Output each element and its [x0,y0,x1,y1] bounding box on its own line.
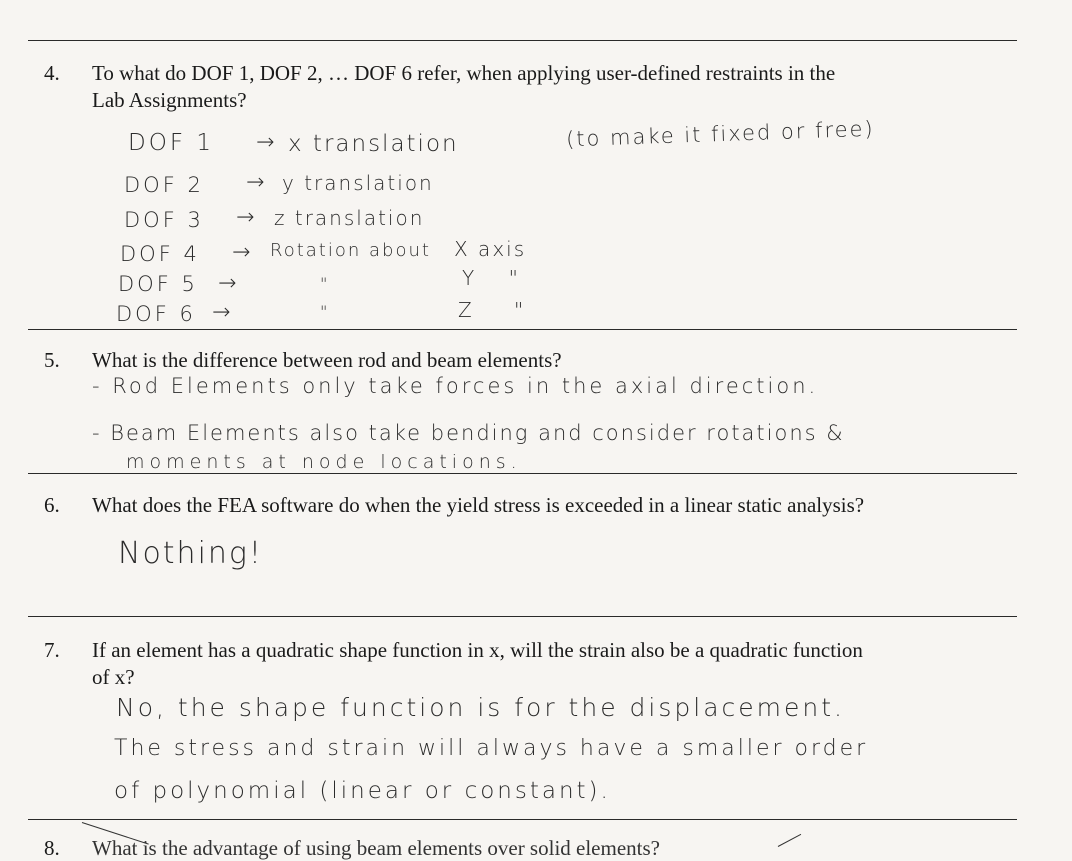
dof-label: DOF 1 [128,130,214,156]
question-7-number: 7. [44,638,60,662]
check-mark [778,834,801,847]
question-5-answer-rod: - Rod Elements only take forces in the axial direction. [92,374,819,398]
ditto-mark: " [320,274,330,293]
dof-description: y translation [282,171,434,195]
question-7-text [92,637,1022,691]
dof-description: x translation [288,131,459,157]
dof-axis: Y " [462,266,532,290]
question-7-line1: If an element has a quadratic shape function in x, will the strain also be a quadratic function [92,638,863,662]
question-6-number: 6. [44,493,60,517]
divider-top [28,40,1017,41]
question-7-answer-line2: The stress and strain will always have a smaller order [114,736,869,761]
question-5-answer-beam: - Beam Elements also take bending and consider rotations & [92,421,845,445]
arrow-icon: → [232,240,253,265]
question-6-answer: Nothing! [118,536,263,571]
question-7-line2: of x? [92,665,135,689]
divider-q6-q7 [28,616,1017,617]
ditto-mark: " [320,302,330,321]
question-6-text: What does the FEA software do when the yield stress is exceeded in a linear static analysis? [92,493,865,517]
dof-label: DOF 5 [118,272,198,296]
arrow-icon: → [212,300,233,325]
divider-q7-q8 [28,819,1017,820]
arrow-icon: → [236,205,257,230]
dof-label: DOF 4 [120,242,200,266]
question-8-text: What is the advantage of using beam elements over solid elements? [92,836,660,860]
question-4-line2: Lab Assignments? [92,88,247,112]
question-5-number: 5. [44,348,60,372]
dof-description: z translation [274,206,425,230]
answer-note: (to make it fixed or free) [565,116,876,152]
arrow-icon: → [246,170,267,195]
dof-label: DOF 6 [116,302,196,326]
dof-label: DOF 2 [124,173,204,197]
question-5-answer-beam-cont: moments at node locations. [126,451,522,473]
question-7-answer-line1: No, the shape function is for the displacement. [116,693,845,722]
arrow-icon: → [218,271,239,296]
arrow-icon: → [256,130,277,155]
divider-q4-q5 [28,329,1017,330]
question-8-number: 8. [44,836,60,860]
divider-q5-q6 [28,473,1017,474]
question-7-answer-line3: of polynomial (linear or constant). [114,778,611,804]
question-4-text [92,60,1022,114]
dof-axis: X axis [454,237,527,261]
dof-label: DOF 3 [124,208,204,232]
question-4-line1: To what do DOF 1, DOF 2, … DOF 6 refer, when applying user-defined restraints in the [92,61,836,85]
question-4-number: 4. [44,61,60,85]
dof-description: Rotation about [270,240,431,261]
dof-axis: Z " [458,298,542,322]
question-5-text: What is the difference between rod and beam elements? [92,348,562,372]
